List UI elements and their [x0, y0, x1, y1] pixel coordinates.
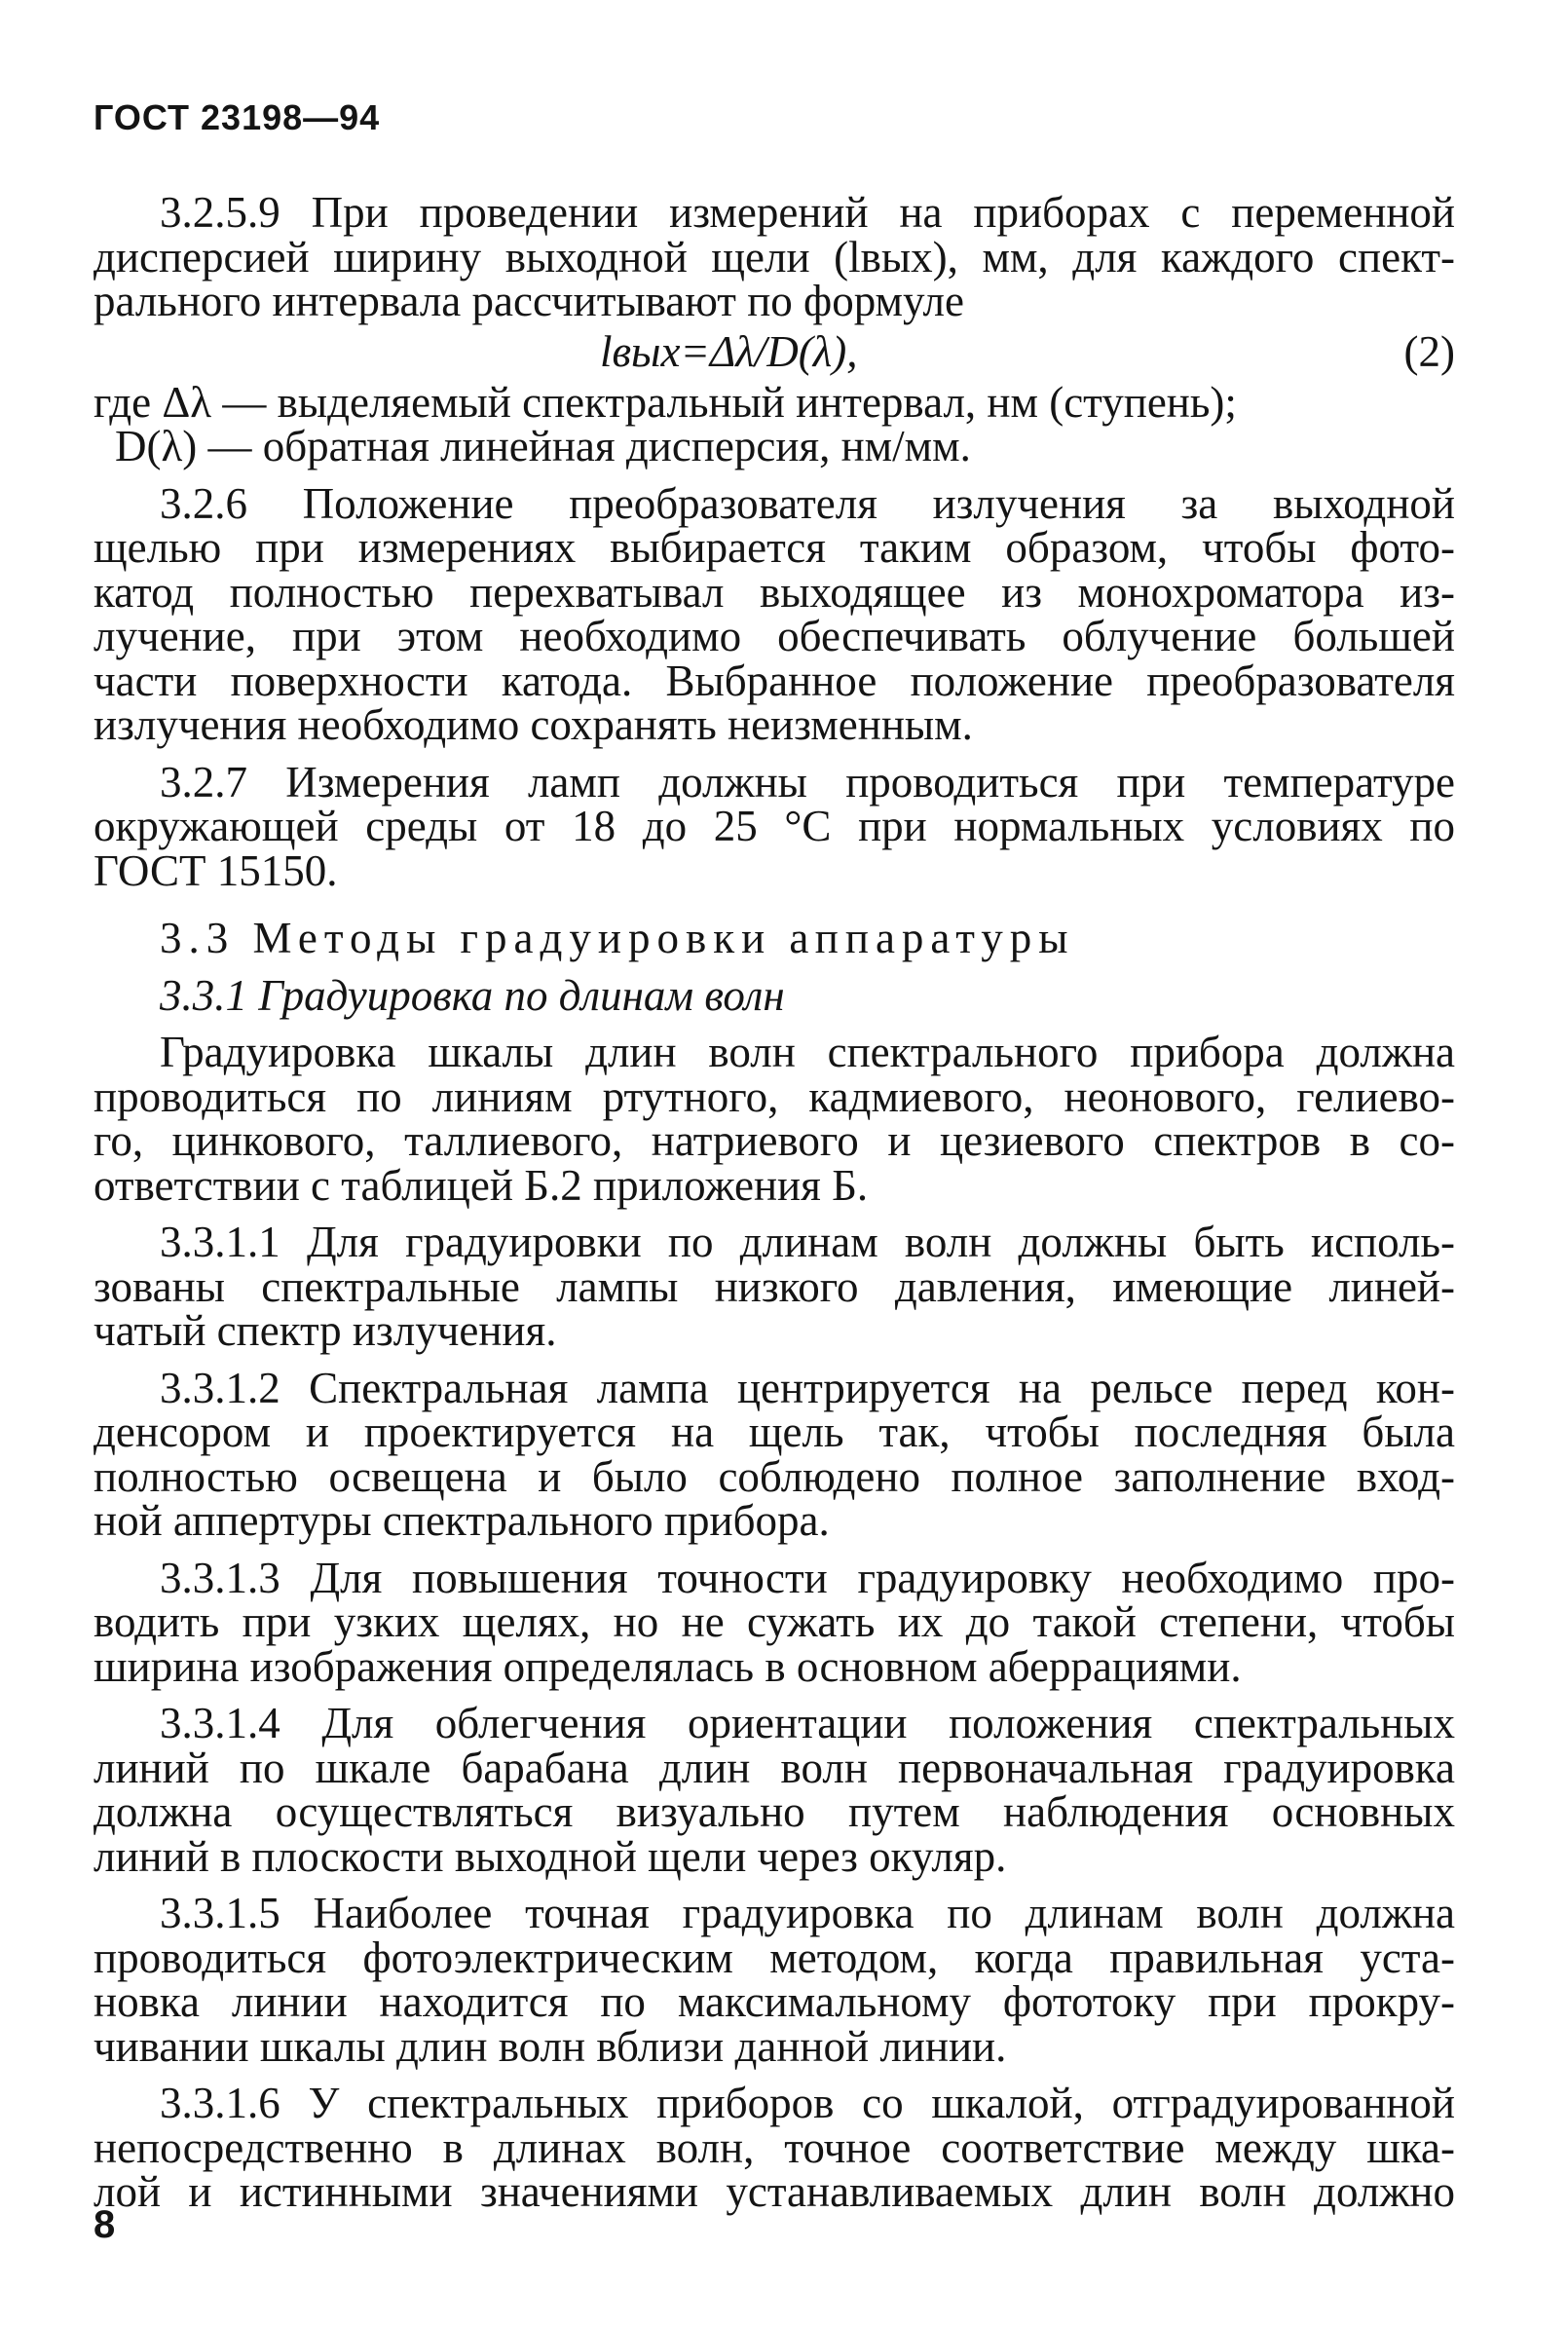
- text-line: чатый спектр излучения.: [93, 1306, 557, 1355]
- text-line: 3.2.7 Измерения ламп должны проводиться при температуре: [160, 757, 1455, 807]
- text-line: 3.3.1.5 Наиболее точная градуировка по длинам волн должна: [160, 1889, 1455, 1937]
- text-line: части поверхности катода. Выбранное положение преобразователя: [93, 656, 1455, 705]
- paragraph-3-3-1-6: [93, 2079, 1455, 2216]
- text-line: лой и истинными значениями устанавливаемых длин волн должно: [93, 2167, 1455, 2216]
- text-line: 3.3.1.4 Для облегчения ориентации положения спектральных: [160, 1699, 1455, 1747]
- paragraph-3-2-5-9: [93, 188, 1455, 325]
- paragraph-3-3-1-2: [93, 1363, 1455, 1545]
- text-line: 3.3.1.6 У спектральных приборов со шкалой, отградуированной: [160, 2079, 1455, 2127]
- text-line: ГОСТ 15150.: [93, 845, 338, 895]
- formula-explanation: [93, 377, 1455, 470]
- paragraph-3-2-7: [93, 757, 1455, 895]
- text-line: 3.2.5.9 При проведении измерений на приборах с переменной: [160, 188, 1455, 237]
- paragraph-3-2-6: [93, 478, 1455, 749]
- text-line: чивании шкалы длин волн вблизи данной линии.: [93, 2021, 1007, 2071]
- paragraph-3-3-1-3: [93, 1553, 1455, 1691]
- formula-number: (2): [1403, 326, 1455, 376]
- paragraph-3-3-1-5: [93, 1889, 1455, 2071]
- document-body: [93, 188, 1455, 2216]
- paragraph-3-3-1: [93, 1028, 1455, 1210]
- text-line: проводиться по линиям ртутного, кадмиевого, неонового, гелиево-: [93, 1071, 1455, 1121]
- text-line: денсором и проектируется на щель так, чтобы последняя была: [93, 1407, 1455, 1456]
- text-line: проводиться фотоэлектрическим методом, когда правильная уста-: [93, 1932, 1455, 1982]
- section-heading-3-3: 3.3 Методы градуировки аппаратуры: [160, 914, 1075, 962]
- text-line: рального интервала рассчитывают по формуле: [93, 277, 964, 325]
- text-line: излучения необходимо сохранять неизменным.: [93, 700, 973, 749]
- text-line: зованы спектральные лампы низкого давления, имеющие линей-: [93, 1261, 1455, 1311]
- text-line: линий в плоскости выходной щели через окуляр.: [93, 1831, 1007, 1881]
- text-line: ширина изображения определялась в основном аберрациями.: [93, 1641, 1242, 1691]
- text-line: щелью при измерениях выбирается таким образом, чтобы фото-: [93, 523, 1455, 572]
- text-line: где Δλ — выделяемый спектральный интервал, нм (ступень);: [93, 377, 1237, 427]
- text-line: линий по шкале барабана длин волн первоначальная градуировка: [93, 1743, 1455, 1792]
- page-number: 8: [93, 2203, 116, 2246]
- text-line: ной аппертуры спектрального прибора.: [93, 1496, 830, 1545]
- text-line: должна осуществляться визуально путем наблюдения основных: [93, 1787, 1455, 1836]
- text-line: ответствии с таблицей Б.2 приложения Б.: [93, 1160, 869, 1210]
- text-line: 3.3.1.1 Для градуировки по длинам волн должны быть исполь-: [160, 1218, 1455, 1266]
- text-line: 3.3.1.3 Для повышения точности градуировку необходимо про-: [160, 1553, 1455, 1602]
- formula-row: [93, 324, 1455, 381]
- formula: lвых=Δλ/D(λ),: [600, 326, 858, 376]
- text-line: 3.3.1.2 Спектральная лампа центрируется на рельсе перед кон-: [160, 1363, 1455, 1412]
- document-header: ГОСТ 23198—94: [93, 97, 381, 137]
- paragraph-3-3-1-4: [93, 1699, 1455, 1881]
- text-line: водить при узких щелях, но не сужать их до такой степени, чтобы: [93, 1597, 1455, 1646]
- subsection-heading-3-3-1: 3.3.1 Градуировка по длинам волн: [160, 970, 785, 1020]
- text-line: D(λ) — обратная линейная дисперсия, нм/мм.: [115, 422, 971, 470]
- text-line: полностью освещена и было соблюдено полное заполнение вход-: [93, 1451, 1455, 1501]
- text-line: Градуировка шкалы длин волн спектрального прибора должна: [160, 1028, 1455, 1076]
- text-line: дисперсией ширину выходной щели (lвых), мм, для каждого спект-: [93, 232, 1455, 281]
- text-line: го, цинкового, таллиевого, натриевого и цезиевого спектров в со-: [93, 1116, 1455, 1165]
- text-line: непосредственно в длинах волн, точное соответствие между шка-: [93, 2122, 1455, 2172]
- text-line: лучение, при этом необходимо обеспечивать облучение большей: [93, 612, 1455, 660]
- text-line: новка линии находится по максимальному фототоку при прокру-: [93, 1977, 1455, 2026]
- text-line: катод полностью перехватывал выходящее из монохроматора из-: [93, 567, 1455, 617]
- text-line: 3.2.6 Положение преобразователя излучения за выходной: [160, 478, 1455, 528]
- paragraph-3-3-1-1: [93, 1220, 1455, 1354]
- text-line: окружающей среды от 18 до 25 °С при нормальных условиях по: [93, 802, 1455, 850]
